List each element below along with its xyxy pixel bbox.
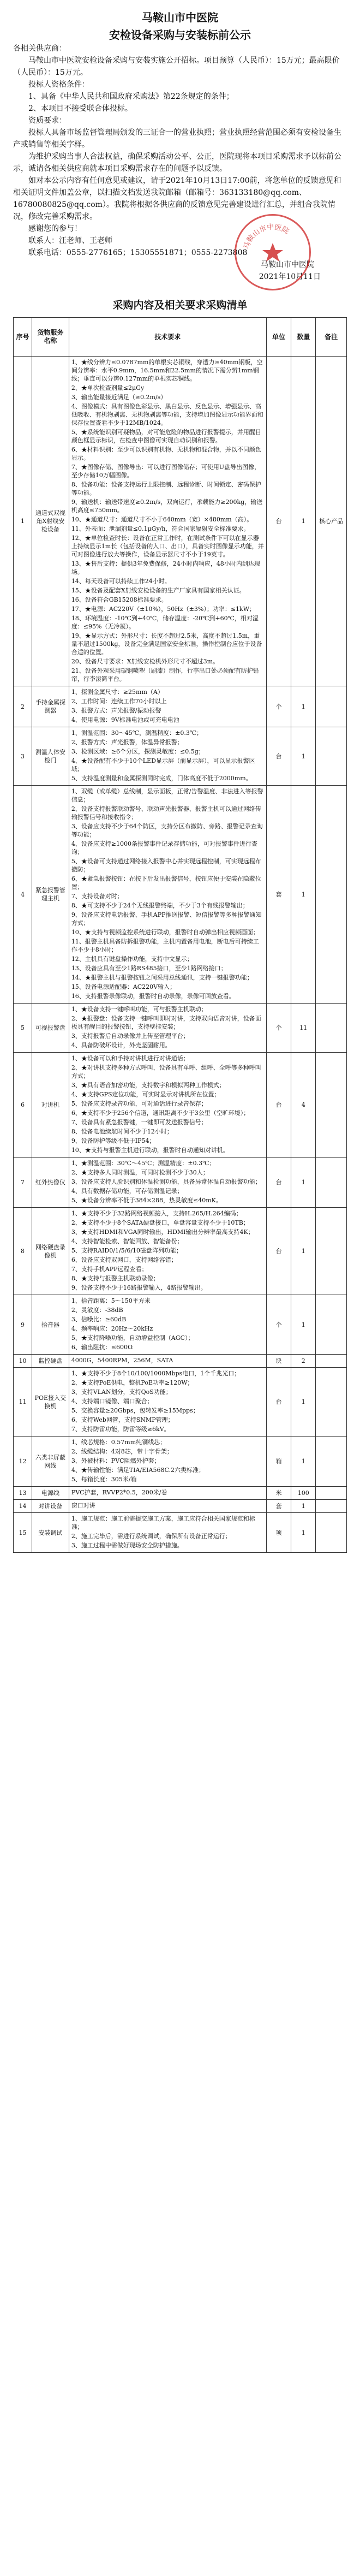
item-name: 通道式双视角X射线安检设备 (32, 357, 69, 686)
requirement-line: 13、★售后支持：提供3年免费保修，24小时内响应，48小时内到达现场。 (71, 560, 260, 575)
requirements-cell (69, 1368, 266, 1437)
table-row (14, 1500, 347, 1513)
requirement-line: 1、线芯规格：0.57mm纯铜线芯； (71, 1439, 166, 1446)
contact-phone: 联系电话：0555-2776165；15305551871；0555-2273808 (28, 248, 248, 257)
contact-person: 联系人：汪老师、王老师 (28, 236, 112, 245)
requirement-line: 2、设备支持报警联动警号、联动声光报警器、报警主机可以通过网络传输报警信号和接收指令； (71, 805, 261, 821)
item-name: 安装调试 (32, 1513, 69, 1553)
requirement-line: 7、支持防雷功能，防雷等级≥6kV。 (71, 1426, 170, 1433)
item-unit: 套 (266, 1500, 291, 1513)
item-note (316, 1355, 347, 1368)
requirement-line: 4、图像模式：具有图像色彩显示、黑白显示、反色显示、增强显示、高低吸收、有机物剥离、无机物剥离等功能，支持增加图像显示功能界面和保存位置查看不少于12MB/1024。 (71, 403, 263, 426)
item-quantity: 11 (291, 1004, 316, 1053)
item-quantity: 1 (291, 686, 316, 727)
item-note (316, 1295, 347, 1355)
requirements-cell (69, 1004, 266, 1053)
requirement-line: 15、★设备及配套X射线安检设备的生产厂家具有国家相关认证。 (71, 587, 245, 594)
item-unit: 箱 (266, 1437, 291, 1487)
requirement-line: 3、设备应支持人脸识别和体温检测功能，具备异常体温自动报警功能； (71, 1178, 261, 1185)
item-unit: 台 (266, 727, 291, 786)
requirement-line: 7、设备具有紧急报警键，一键即可发送报警信号； (71, 1119, 207, 1126)
item-note: 核心产品 (316, 357, 347, 686)
item-name: 网络硬盘录像机 (32, 1208, 69, 1295)
row-number: 5 (14, 1004, 32, 1053)
requirements-cell (69, 727, 266, 786)
requirement-line: 2、线缆结构：4对8芯，带十字骨架； (71, 1448, 173, 1455)
row-number: 6 (14, 1053, 32, 1158)
requirement-line: 2、报警方式：声光报警，体温异常报警； (71, 739, 183, 746)
requirement-line: 16、支持报警录像联动，报警时自动录像，录像可回放查看。 (71, 993, 235, 1000)
requirement-line: 5、★系统能识别可疑物品，对可能危险的物品进行报警提示，并用醒目颜色框显示标识，在检查中图像可实现自动识别和报警。 (71, 429, 261, 444)
requirement-line: 3、施工过程中需做好现场安全防护措施。 (71, 1542, 183, 1549)
item-note (316, 1487, 347, 1500)
row-number: 8 (14, 1208, 32, 1295)
table-body (14, 357, 347, 1553)
requirement-line: 1、施工规范：施工前需提交施工方案，施工应符合相关国家规范和标准； (71, 1515, 255, 1530)
item-note (316, 1500, 347, 1513)
row-number: 11 (14, 1368, 32, 1437)
requirement-line: PVC护套，RVVP2*0.5，200米/卷 (71, 1489, 167, 1496)
section-title: 采购内容及相关要求采购清单 (112, 299, 248, 311)
requirement-line: 3、信噪比：≥60dB (71, 1316, 127, 1323)
requirement-line: 5、支持温度测量和金属探测同时完成，门体高度不低于2000mm。 (71, 775, 252, 782)
requirement-line: 2、★支持不少于8个SATA硬盘接口，单盘容量支持不少于10TB； (71, 1219, 249, 1226)
requirement-line: 6、★支持不少于256个信道，通讯距离不少于3公里（空旷环境）； (71, 1109, 250, 1117)
qualification-item-2: 2、本项目不接受联合体投标。 (28, 104, 133, 113)
item-unit: 台 (266, 1158, 291, 1208)
table-row (14, 786, 347, 1004)
item-name: 电源线 (32, 1487, 69, 1500)
requirement-line: 4、频率响应：20Hz～20kHz (71, 1325, 153, 1332)
item-note (316, 1437, 347, 1487)
item-unit: 台 (266, 1368, 291, 1437)
thanks-paragraph: 感谢您的参与！ (28, 224, 82, 233)
requirement-line: 2、工作时间：连续工作70小时以上 (71, 698, 167, 705)
requirement-line: 13、设备应具有至少1路RS485接口，至少1路网络接口； (71, 965, 227, 972)
requirement-line: 1、★支持不少于32路网络视频接入，支持H.265/H.264编码； (71, 1210, 242, 1217)
item-quantity: 1 (291, 1295, 316, 1355)
row-number: 1 (14, 357, 32, 686)
item-quantity: 1 (291, 1208, 316, 1295)
seal-graphic (236, 216, 309, 289)
header-note: 备注 (316, 318, 347, 357)
requirement-line: 6、支持Web网管，支持SNMP管理； (71, 1416, 174, 1423)
requirements-cell (69, 1437, 266, 1487)
hospital-seal (235, 214, 311, 290)
requirement-line: 7、支持设备对时； (71, 893, 123, 900)
header-quantity: 数量 (291, 318, 316, 357)
row-number: 9 (14, 1295, 32, 1355)
requirement-line: 6、输出阻抗：≤600Ω (71, 1344, 133, 1351)
item-unit: 个 (266, 686, 291, 727)
requirements-cell (69, 1487, 266, 1500)
requirement-line: 12、主机具有键盘操作功能，支持中文显示； (71, 955, 193, 963)
item-name: 可视报警盘 (32, 1004, 69, 1053)
requirement-line: 3、输出能量接近满足（≥0.2m/s） (71, 394, 167, 401)
item-name: POE接入交换机 (32, 1368, 69, 1437)
requirement-line: 18、环境温度：-10℃到+40℃，储存温度：-20℃到+60℃，相对湿度：≤95%（无冷凝）。 (71, 615, 259, 630)
budget-paragraph: 马鞍山市中医院安检设备采购与安装实施公开招标。项目预算（人民币）：15万元；最高限价（人民币）：15万元。 (13, 56, 340, 77)
requirement-line: 1、测温范围：30～45℃，测温精度：±0.3℃； (71, 729, 203, 737)
requirement-line: 1、★支持不少于8个10/100/1000Mbps电口，1个千兆光口； (71, 1370, 241, 1377)
requirement-line: 2、★报警盘：设备支持一键呼叫即时对讲，支持双向语音对讲，设备面板具有醒目的报警按钮，支持壁挂安装； (71, 1015, 261, 1030)
purpose-paragraph: 为维护采购当事人合法权益，确保采购活动公平、公正，医院现将本项目采购需求予以标前公示，诚请各相关供应商就本项目采购需求存在的问题予以反馈。 (13, 152, 341, 173)
table-row (14, 686, 347, 727)
table-row (14, 1355, 347, 1368)
requirement-line: 1、双缆（或单缆）总线制，显示面板，正常/告警温度、非法进入等报警信息； (71, 788, 263, 803)
requirement-line: 12、★单位检查时长：设备在正常工作时，在测试条件下可以在显示器上持续显示1m长（包括设备的入口、出口），具备实时图像显示功能，并可对图像进行放大等操作，设备显示器尺寸不小于19英寸。 (71, 535, 264, 558)
requirement-line: 5、支持RAID0/1/5/6/10磁盘阵列功能； (71, 1247, 183, 1254)
title-hospital: 马鞍山市中医院 (142, 11, 218, 24)
table-header-row (14, 318, 347, 357)
requirement-line: 21、设备外观采用碳钢喷塑（刷漆）制作，行李出口处必须配有防护铅帘，行李滚筒平台。 (71, 667, 259, 682)
requirement-line: 2、灵敏度：-38dB (71, 1307, 123, 1314)
row-number: 2 (14, 686, 32, 727)
requirement-line: 1、探测金属尺寸：≥25mm（A） (71, 688, 164, 696)
requirement-line: 4、★传输性能：满足TIA/EIA568C.2六类标准； (71, 1467, 205, 1474)
table-row (14, 1437, 347, 1487)
requirement-line: 4、具有数据存储功能，可存储测温记录； (71, 1188, 183, 1195)
requirements-cell (69, 786, 266, 1004)
table-row (14, 1004, 347, 1053)
requirement-line: 6、设备应支持双网口，支持网络容错； (71, 1256, 177, 1263)
header-unit: 单位 (266, 318, 291, 357)
item-quantity: 1 (291, 1513, 316, 1553)
item-unit: 台 (266, 1208, 291, 1295)
table-row (14, 1487, 347, 1500)
requirement-line: 3、设备应支持不少于64个防区，支持分区布撤防、旁路、报警记录查询等功能； (71, 823, 263, 838)
header-no: 序号 (14, 318, 32, 357)
requirement-line: 14、★报警主机与报警按钮之间采用总线通讯，支持一键报警功能； (71, 974, 253, 981)
item-quantity: 4 (291, 1053, 316, 1158)
requirement-line: 9、设备支持不少于16路报警输入，4路报警输出。 (71, 1284, 207, 1291)
item-quantity: 2 (291, 1355, 316, 1368)
demand-item-1: 投标人具备市场监督管理局颁发的三证合一的营业执照；营业执照经营范围必须有安检设备生产或销售等相关字样。 (13, 128, 341, 149)
item-quantity: 1 (291, 1437, 316, 1487)
requirements-cell (69, 1158, 266, 1208)
item-unit: 台 (266, 357, 291, 686)
requirement-line: 1、拾音距离：5～150平方米 (71, 1297, 151, 1304)
item-unit: 米 (266, 1487, 291, 1500)
item-unit: 套 (266, 786, 291, 1004)
item-note (316, 686, 347, 727)
requirement-line: 2、施工完毕后，需进行系统调试，确保所有设备正常运行； (71, 1533, 231, 1540)
requirement-line: 3、★支持HDMI和VGA同时输出，HDMI输出分辨率最高支持4K； (71, 1228, 254, 1236)
requirement-line: 1、★线分辨力≤0.0787mm的单根实芯铜线，穿透力≥40mm钢板，空间分辨率：水平0.9mm，16.5mm和22.5mm的情况下需分辨1mm钢线；垂直可以分辨0.127mm的单根实芯铜线。 (71, 359, 263, 382)
row-number: 12 (14, 1437, 32, 1487)
item-note (316, 1004, 347, 1053)
requirements-cell (69, 1295, 266, 1355)
requirement-line: 5、每箱长度：305米/箱 (71, 1476, 137, 1483)
requirement-line: 1、★设备支持一键呼叫功能，可与报警主机联动； (71, 1006, 207, 1013)
requirement-line: 4、支持智能检索、智能回放、智能备份； (71, 1238, 183, 1245)
item-note (316, 1513, 347, 1553)
item-note (316, 786, 347, 1004)
item-unit: 块 (266, 1355, 291, 1368)
requirement-line: 2、★支持PoE供电，整机PoE功率≥120W； (71, 1379, 194, 1386)
item-unit: 个 (266, 1295, 291, 1355)
requirement-line: 1、★测温范围：30℃～45℃；测温精度：±0.3℃； (71, 1160, 215, 1167)
requirement-line: 6、★材料识别：至少可以识别有机物、无机物和混合物，并以不同颜色显示。 (71, 446, 261, 461)
requirement-line: 9、设备防护等级不低于IP54； (71, 1137, 155, 1144)
requirement-line: 8、设备功能：设备支持运行上限控制、远程诊断、时间锁定、密码保护等功能。 (71, 481, 261, 496)
item-unit: 项 (266, 1513, 291, 1553)
requirement-line: 5、★支持降噪功能，自动增益控制（AGC）； (71, 1334, 194, 1342)
requirement-line: 3、★具有语音加密功能，支持数字和模拟两种工作模式； (71, 1082, 225, 1089)
item-quantity: 100 (291, 1487, 316, 1500)
requirement-line: 10、★支持与视频监控系统进行联动，报警时自动弹出相应视频画面； (71, 929, 259, 936)
row-number: 7 (14, 1158, 32, 1208)
item-quantity: 1 (291, 786, 316, 1004)
item-quantity: 1 (291, 1500, 316, 1513)
item-name: 对讲设备 (32, 1500, 69, 1513)
item-name: 测温人体安检门 (32, 727, 69, 786)
requirement-line: 1、★设备可以和手持对讲机进行对讲通话； (71, 1055, 189, 1062)
requirements-cell (69, 1500, 266, 1513)
requirement-line: 2、★支持多人同时测温，可同时检测不少于30人； (71, 1169, 209, 1176)
item-name: 六类非屏蔽网线 (32, 1437, 69, 1487)
feedback-paragraph: 如对本公示内容有任何意见或建议，请于2021年10月13日17:00前，将您单位的反馈意见和相关证明文件加盖公章，以扫描文档发送我院邮箱（邮箱号：363133180@qq.com、16780080825@qq.com）。我院将根据各供应商的反馈意见完善建设进行汇总，并组合我院情况，修改完善采购需求。 (13, 176, 341, 221)
table-row (14, 357, 347, 686)
item-name: 手持金属探测器 (32, 686, 69, 727)
requirement-line: 9、输送机：输送带速度≥0.2m/s，双向运行，承载能力≥200kg，输送机高度≤750mm。 (71, 498, 263, 514)
table-row (14, 1295, 347, 1355)
requirement-line: 15、设备电源适配器：AC220V输入； (71, 983, 176, 990)
requirement-line: 4、★支持GPS定位功能，可实时显示对讲机所在位置； (71, 1091, 220, 1098)
requirement-line: 9、设备应支持电话报警、手机APP推送报警、短信报警等多种报警通知方式； (71, 911, 262, 927)
item-name: 红外热像仪 (32, 1158, 69, 1208)
row-number: 3 (14, 727, 32, 786)
requirement-line: 19、★显示方式：外形尺寸：长度不超过2.5米，高度不超过1.5m，重量不超过1500kg，设备完全满足国家安全标准，操作控制台应位于设备合适的位置。 (71, 632, 262, 656)
table-row (14, 1158, 347, 1208)
qualification-title: 投标人资格条件： (28, 80, 89, 89)
item-name: 对讲机 (32, 1053, 69, 1158)
requirement-line: 4、具备防破坏设计，外壳坚固耐用。 (71, 1042, 171, 1049)
requirement-line: 4、★设备配有不少于10个LED显示屏（前显示屏），可以显示报警区域； (71, 757, 255, 773)
requirement-line: 11、报警主机具备防拆报警功能，主机内置备用电池，断电后可持续工作不少于8小时； (71, 938, 259, 953)
item-name: 拾音器 (32, 1295, 69, 1355)
requirement-line: 10、★通道尺寸：通道尺寸不小于640mm（宽）×480mm（高）。 (71, 516, 253, 523)
requirement-line: 4、支持端口镜像、端口聚合； (71, 1398, 153, 1405)
requirement-line: 5、★设备分辨率不低于384×288，热灵敏度≤40mK。 (71, 1197, 222, 1204)
requirements-cell (69, 1208, 266, 1295)
demand-title: 资质要求： (28, 116, 67, 125)
requirement-line: 3、支持报警后自动录像并上传至管理平台； (71, 1032, 189, 1040)
table-row (14, 1208, 347, 1295)
item-quantity: 1 (291, 1368, 316, 1437)
item-quantity: 1 (291, 1158, 316, 1208)
requirement-line: 16、设备符合GB15208标准要求。 (71, 596, 167, 603)
item-name: 紧急报警管理主机 (32, 786, 69, 1004)
requirement-line: 2、★单次检查剂量≤2μGy (71, 384, 145, 391)
requirement-line: 4000G，5400RPM，256M，SATA (71, 1357, 173, 1364)
signature-date: 2021年10月11日 (259, 272, 321, 281)
seal-text: 马鞍山市中医院 (242, 223, 291, 251)
row-number: 10 (14, 1355, 32, 1368)
requirement-line: 3、支持VLAN划分，支持QoS功能； (71, 1388, 172, 1396)
requirement-line: 3、外被材料：PVC阻燃外护套； (71, 1457, 160, 1464)
greeting: 各相关供应商： (13, 44, 67, 53)
requirement-line: 8、设备电池续航时间不少于12小时； (71, 1128, 173, 1135)
requirement-line: 10、★支持与报警主机进行联动，报警时自动通知对讲机。 (71, 1147, 229, 1154)
item-note (316, 1053, 347, 1158)
row-number: 13 (14, 1487, 32, 1500)
seal-star-icon (262, 243, 283, 262)
row-number: 14 (14, 1500, 32, 1513)
item-note (316, 727, 347, 786)
requirement-line: 14、每天设备可以持续工作24小时。 (71, 578, 171, 585)
item-note (316, 1158, 347, 1208)
table-row (14, 1513, 347, 1553)
requirements-cell (69, 1355, 266, 1368)
item-unit: 台 (266, 1053, 291, 1158)
requirement-line: 3、检测区域：≥6个分区，探测灵敏度：≤0.5g； (71, 748, 205, 755)
row-number: 15 (14, 1513, 32, 1553)
procurement-table (13, 317, 347, 1553)
table-row (14, 1053, 347, 1158)
requirement-line: 20、设备尺寸要求：X射线安检机外形尺寸不超过3m。 (71, 658, 219, 665)
requirement-line: 7、支持手机APP远程查看； (71, 1266, 148, 1273)
item-quantity: 1 (291, 357, 316, 686)
signature-org: 马鞍山市中医院 (261, 260, 314, 269)
requirement-line: 3、报警方式：声光报警/振动报警 (71, 707, 161, 714)
requirement-line: 2、★对讲机支持多种方式呼叫，设备具有单呼、组呼、全呼等多种呼叫方式； (71, 1064, 261, 1079)
requirement-line: 8、★支持与报警主机联动录像； (71, 1275, 159, 1282)
requirement-line: 窗口对讲 (71, 1502, 95, 1509)
item-note (316, 1368, 347, 1437)
requirement-line: 4、使用电源：9V标准电池或可充电电池 (71, 716, 179, 723)
table-row (14, 1368, 347, 1437)
table-row (14, 727, 347, 786)
requirement-line: 5、设备应支持录音功能，可对通话进行录音保存； (71, 1100, 207, 1107)
row-number: 4 (14, 786, 32, 1004)
requirements-cell (69, 1053, 266, 1158)
requirements-cell (69, 357, 266, 686)
requirement-line: 8、★可支持不少于24个无线报警终端，不少于3个有线报警输出； (71, 902, 249, 909)
header-name: 货物服务名称 (32, 318, 69, 357)
requirement-line: 6、★紧急报警按钮：在按下后发出报警信号，按钮应便于安装在隐蔽位置； (71, 875, 261, 891)
item-note (316, 1208, 347, 1295)
item-quantity: 1 (291, 727, 316, 786)
qualification-item-1: 1、具备《中华人民共和国政府采购法》第22条规定的条件； (28, 92, 234, 101)
header-requirements: 技术要求 (69, 318, 266, 357)
requirement-line: 5、★设备可支持通过网络接入报警中心并实现远程控制，可实现远程布撤防； (71, 858, 261, 873)
title-notice: 安检设备采购与安装标前公示 (109, 28, 251, 41)
requirement-line: 7、★图像存储、图像导出：可以进行图像储存；可使用U盘导出图像，至少存储10万幅图像。 (71, 464, 261, 479)
item-unit: 个 (266, 1004, 291, 1053)
requirement-line: 11、外表面：泄漏剂量≤0.1μGy/h，符合国家辐射安全标准要求。 (71, 525, 250, 532)
requirements-cell (69, 1513, 266, 1553)
item-name: 监控硬盘 (32, 1355, 69, 1368)
requirement-line: 4、设备应支持≥1000条报警事件记录存储功能，可对报警事件进行查询； (71, 840, 258, 856)
requirement-line: 17、★电源：AC220V（±10%），50Hz（±3%）；功率：≤1kW； (71, 606, 256, 613)
requirements-cell (69, 686, 266, 727)
requirement-line: 5、交换容量≥20Gbps，包转发率≥15Mpps； (71, 1407, 199, 1414)
